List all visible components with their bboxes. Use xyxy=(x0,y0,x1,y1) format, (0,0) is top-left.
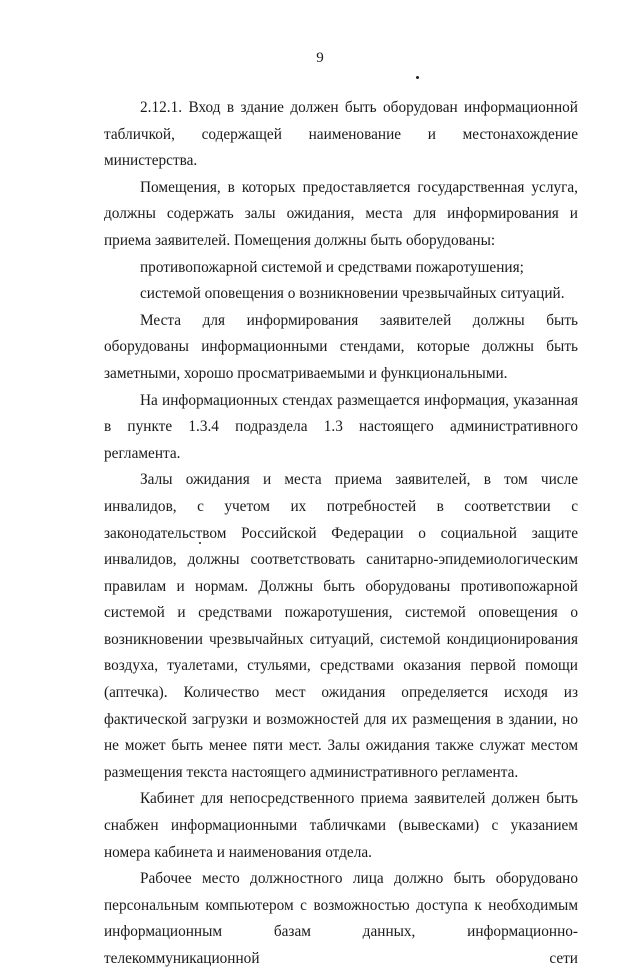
paragraph-waiting-halls: Залы ожидания и места приема заявителей, в том числе инвалидов, с учетом их потребностей в соответствии с законодательством Российской Федерации о социальной защите инвалидов, должны соответствовать санитарно-эпидемиологическим правилам и нормам. Должны быть оборудованы противопожарной системой и средствами пожаротушения, системой оповещения о возникновении чрезвычайных ситуаций, системой кондиционирования воздуха, туалетами, стульями, средствами оказания первой помощи (аптечка). Количество мест ожидания определяется исходя из фактической загрузки и возможностей для их размещения в здании, но не может быть менее пяти мест. Залы ожидания также служат местом размещения текста настоящего административного регламента. xyxy=(104,471,578,781)
page-number: 9 xyxy=(316,50,324,66)
scan-speck xyxy=(416,76,419,79)
list-item-fire-protection: противопожарной системой и средствами пожаротушения; xyxy=(140,258,524,276)
paragraph-info-stands: На информационных стендах размещается информация, указанная в пункте 1.3.4 подраздела 1.3 настоящего административного регламента. xyxy=(104,391,578,462)
paragraph-info-places: Места для информирования заявителей должны быть оборудованы информационными стендами, которые должны быть заметными, хорошо просматриваемыми и функциональными. xyxy=(104,311,578,382)
paragraph-premises: Помещения, в которых предоставляется государственная услуга, должны содержать залы ожидания, места для информирования и приема заявителей. Помещения должны быть оборудованы: xyxy=(104,178,578,249)
paragraph-reception-office: Кабинет для непосредственного приема заявителей должен быть снабжен информационными табличками (вывесками) с указанием номера кабинета и наименования отдела. xyxy=(104,790,578,861)
document-body xyxy=(104,95,578,973)
list-item-emergency-alert: системой оповещения о возникновении чрезвычайных ситуаций. xyxy=(140,285,565,303)
paragraph-entrance: 2.12.1. Вход в здание должен быть оборудован информационной табличкой, содержащей наименование и местонахождение министерства. xyxy=(104,99,578,170)
paragraph-workplace: Рабочее место должностного лица должно быть оборудовано персональным компьютером с возможностью доступа к необходимым информационным базам данных, информационно-телекоммуникационной сети xyxy=(104,870,578,967)
